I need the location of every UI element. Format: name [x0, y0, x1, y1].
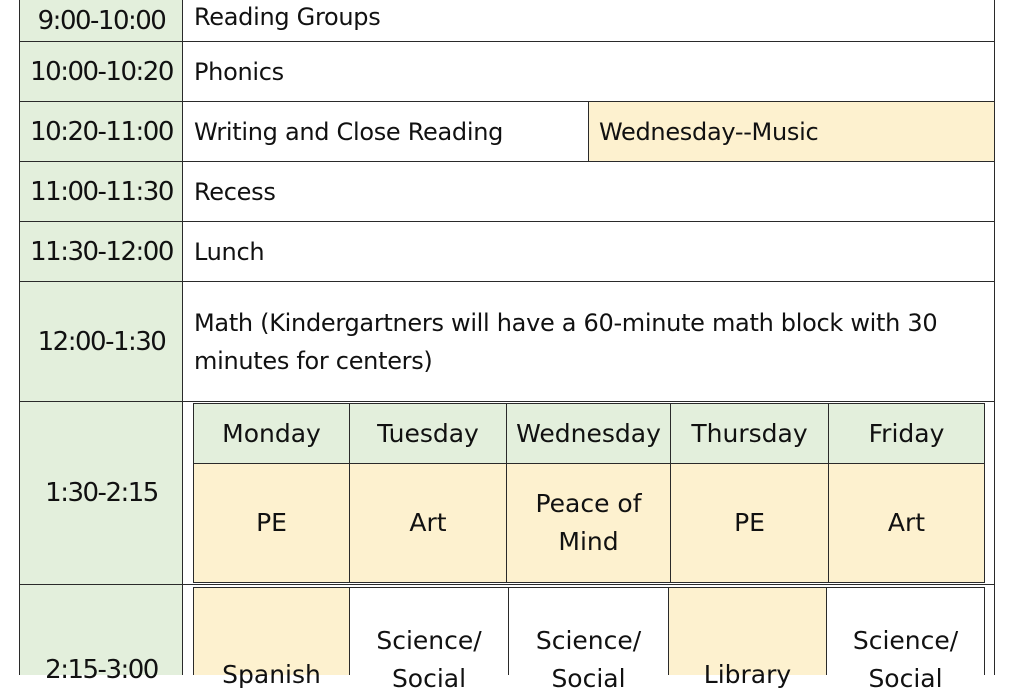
special-cell: PE — [671, 464, 828, 582]
day-header-tuesday: Tuesday — [350, 404, 506, 463]
nested-table-border — [670, 403, 671, 583]
nested-table-border — [193, 403, 985, 404]
time-cell: 1:30-2:15 — [20, 402, 183, 584]
table-border — [19, 584, 995, 585]
nested-table-border — [349, 403, 350, 583]
table-border — [19, 281, 995, 282]
table-border — [19, 221, 995, 222]
nested-table-border — [826, 587, 827, 675]
afternoon-cell: Spanish — [194, 588, 349, 675]
nested-table-border — [193, 582, 985, 583]
table-border — [19, 161, 995, 162]
nested-table-border — [193, 463, 985, 464]
nested-table-border — [193, 587, 194, 675]
activity-cell: Lunch — [183, 222, 994, 282]
music-note-cell: Wednesday--Music — [588, 102, 994, 162]
table-border — [19, 401, 995, 402]
time-cell: 2:15-3:00 — [20, 585, 183, 675]
special-cell: PE — [194, 464, 349, 582]
nested-table-border — [984, 587, 985, 675]
nested-table-border — [984, 403, 985, 583]
special-cell: Art — [829, 464, 984, 582]
nested-table-border — [193, 587, 985, 588]
day-header-thursday: Thursday — [671, 404, 828, 463]
afternoon-cell: Science/ Social — [827, 588, 984, 675]
time-cell: 10:20-11:00 — [20, 102, 183, 162]
activity-cell: Recess — [183, 162, 994, 222]
time-cell: 11:00-11:30 — [20, 162, 183, 222]
table-border — [588, 102, 589, 162]
nested-table-border — [828, 403, 829, 583]
afternoon-cell: Science/ Social — [509, 588, 668, 675]
day-header-wednesday: Wednesday — [507, 404, 670, 463]
nested-table-border — [193, 403, 194, 583]
nested-table-border — [349, 587, 350, 675]
special-cell: Peace of Mind — [507, 464, 670, 582]
time-cell: 11:30-12:00 — [20, 222, 183, 282]
nested-table-border — [506, 403, 507, 583]
table-border — [19, 41, 995, 42]
activity-cell: Phonics — [183, 42, 994, 102]
day-header-monday: Monday — [194, 404, 349, 463]
activity-cell: Writing and Close Reading — [183, 102, 588, 162]
nested-table-border — [668, 587, 669, 675]
nested-table-border — [508, 587, 509, 675]
special-cell: Art — [350, 464, 506, 582]
afternoon-cell: Science/ Social — [350, 588, 508, 675]
activity-cell: Reading Groups — [183, 0, 994, 41]
activity-cell: Math (Kindergartners will have a 60-minute math block with 30 minutes for centers) — [183, 282, 994, 401]
time-cell: 12:00-1:30 — [20, 282, 183, 401]
table-border — [19, 101, 995, 102]
day-header-friday: Friday — [829, 404, 984, 463]
afternoon-cell: Library — [669, 588, 826, 675]
time-cell: 9:00-10:00 — [20, 0, 183, 41]
time-cell: 10:00-10:20 — [20, 42, 183, 102]
